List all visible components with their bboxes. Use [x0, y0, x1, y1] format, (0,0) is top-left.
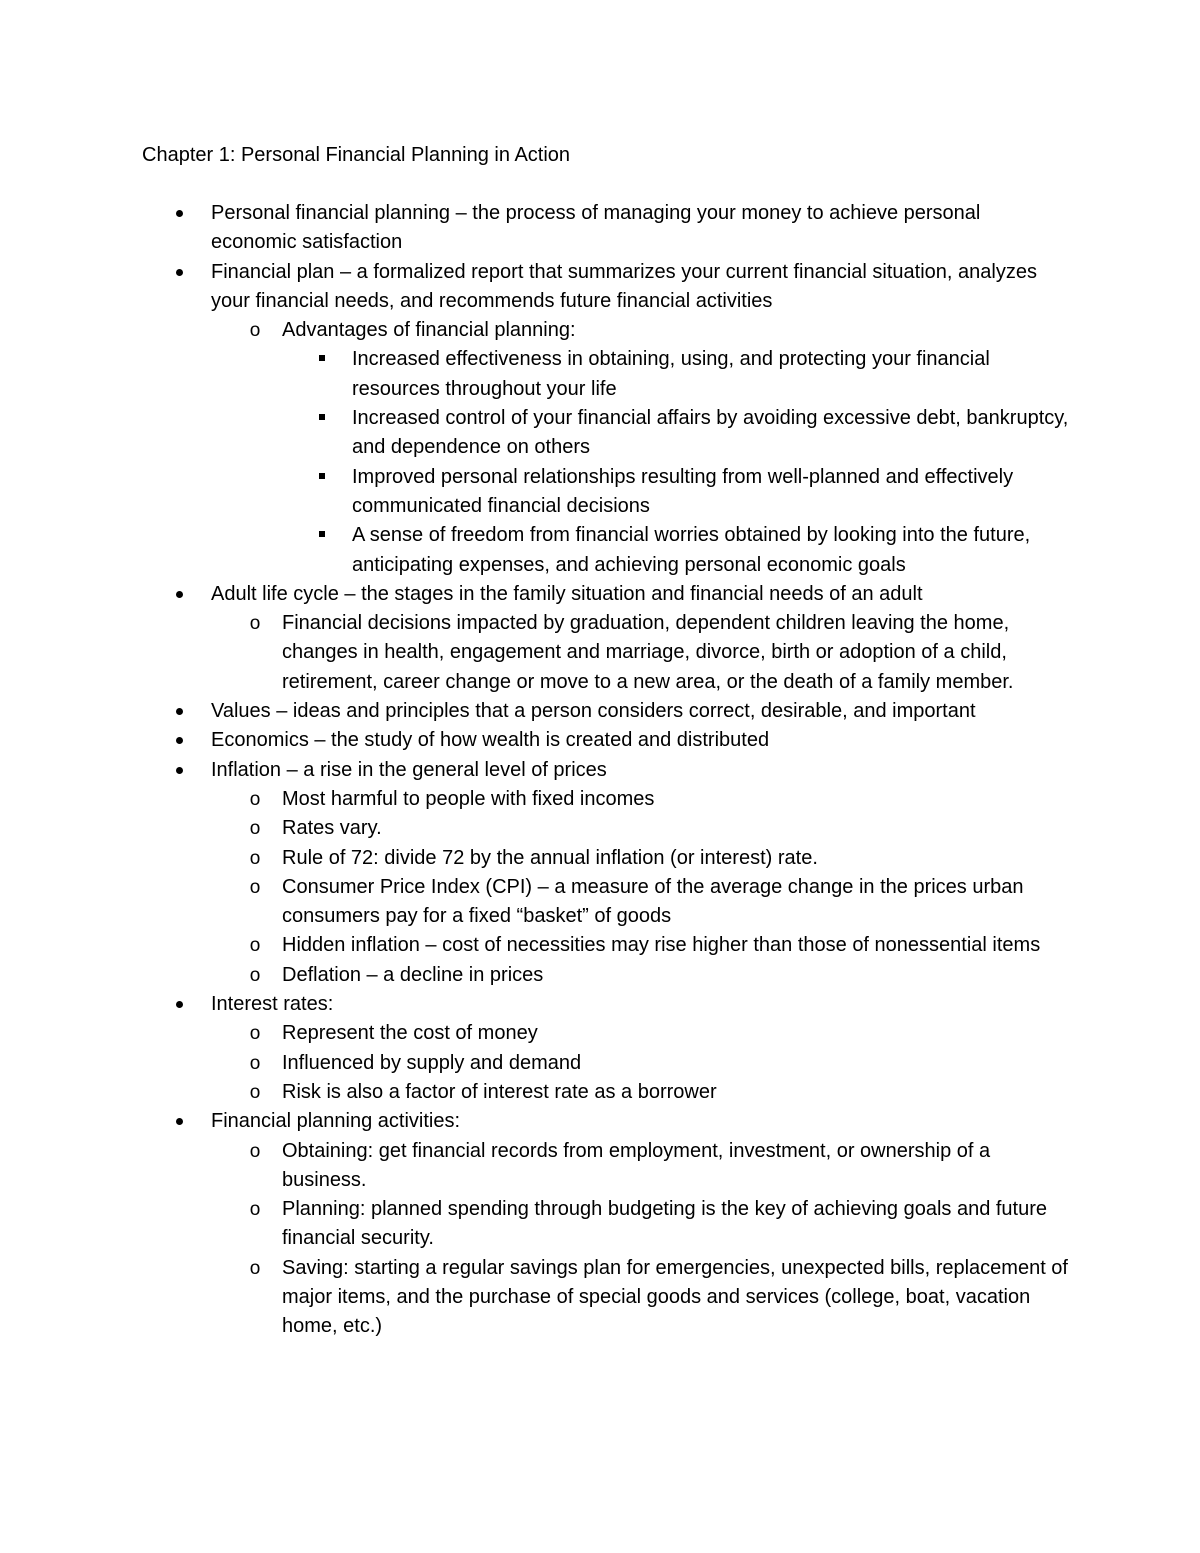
list-item-text: Obtaining: get financial records from employment, investment, or ownership of a business.: [282, 1139, 991, 1191]
list-item-text: Rule of 72: divide 72 by the annual inflation (or interest) rate.: [282, 846, 818, 869]
list-item-text: Saving: starting a regular savings plan for emergencies, unexpected bills, replacement of major items, and the purchase of special goods and services (college, boat, vacation home, etc.): [282, 1256, 1068, 1338]
list-item-text: Personal financial planning – the process of managing your money to achieve personal economic satisfaction: [211, 202, 981, 254]
list-item-text: Rates vary.: [282, 817, 382, 840]
bullet-circle-icon: o: [249, 613, 261, 635]
list-item: [0, 814, 1072, 843]
list-item: [0, 609, 1072, 697]
list-item-text: Economics – the study of how wealth is created and distributed: [211, 729, 770, 752]
list-item: [0, 697, 1071, 726]
bullet-circle-icon: o: [249, 788, 261, 810]
chapter-title: Chapter 1: Personal Financial Planning in Action: [142, 144, 571, 166]
list-item: [0, 580, 1071, 609]
bullet-circle-icon: o: [249, 1023, 261, 1045]
bullet-circle-icon: o: [249, 935, 261, 957]
list-item-text: Risk is also a factor of interest rate as a borrower: [282, 1080, 717, 1103]
list-item-text: Values – ideas and principles that a person considers correct, desirable, and important: [211, 700, 976, 723]
list-item: [0, 1019, 1072, 1048]
list-item: [0, 1049, 1072, 1078]
list-item-text: Inflation – a rise in the general level of prices: [211, 758, 607, 781]
list-item-text: Interest rates:: [211, 993, 334, 1016]
bullet-circle-icon: o: [249, 876, 261, 898]
list-item: [0, 258, 1071, 317]
list-item: [0, 1195, 1072, 1254]
list-item: [0, 199, 1071, 258]
bullet-circle-icon: o: [249, 1052, 261, 1074]
list-item-text: Adult life cycle – the stages in the family situation and financial needs of an adult: [211, 582, 923, 605]
list-item: [0, 404, 1072, 463]
bullet-circle-icon: o: [249, 1140, 261, 1162]
list-item: [0, 726, 1071, 755]
list-item: [0, 345, 1072, 404]
list-item-text: Financial planning activities:: [211, 1110, 461, 1133]
list-item-text: Planning: planned spending through budgeting is the key of achieving goals and future financial security.: [282, 1198, 1048, 1250]
notes-list: [0, 199, 1200, 1342]
bullet-circle-icon: o: [249, 964, 261, 986]
bullet-circle-icon: o: [249, 320, 261, 342]
list-item-text: Hidden inflation – cost of necessities may rise higher than those of nonessential items: [282, 934, 1041, 957]
list-item: [0, 990, 1071, 1019]
list-item: [0, 463, 1072, 522]
bullet-circle-icon: o: [249, 818, 261, 840]
bullet-circle-icon: o: [249, 1257, 261, 1279]
list-item: [0, 1107, 1071, 1136]
bullet-circle-icon: o: [249, 847, 261, 869]
bullet-circle-icon: o: [249, 1199, 261, 1221]
list-item: [0, 1254, 1072, 1342]
list-item-text: Deflation – a decline in prices: [282, 963, 544, 986]
list-item-text: Advantages of financial planning:: [282, 319, 576, 342]
list-item-text: Consumer Price Index (CPI) – a measure of the average change in the prices urban consumers pay for a fixed “basket” of goods: [282, 875, 1024, 928]
list-item: [0, 785, 1072, 814]
list-item: [0, 844, 1072, 873]
list-item-text: Influenced by supply and demand: [282, 1051, 582, 1074]
list-item: [0, 756, 1071, 785]
list-item-text: Increased control of your financial affairs by avoiding excessive debt, bankruptcy, and dependence on others: [352, 407, 1069, 459]
bullet-circle-icon: o: [249, 1081, 261, 1103]
list-item: [0, 1078, 1072, 1107]
list-item-text: Increased effectiveness in obtaining, using, and protecting your financial resources throughout your life: [352, 348, 990, 400]
list-item: [0, 521, 1072, 580]
list-item: [0, 873, 1072, 932]
list-item-text: Most harmful to people with fixed incomes: [282, 787, 655, 810]
list-item-text: A sense of freedom from financial worries obtained by looking into the future, anticipating expenses, and achieving personal economic goals: [352, 524, 1031, 576]
list-item-text: Represent the cost of money: [282, 1022, 538, 1045]
list-item-text: Financial decisions impacted by graduation, dependent children leaving the home, changes in health, engagement and marriage, divorce, birth or adoption of a child, retirement, career change or move to a new area, or the death of a family member.: [282, 612, 1014, 693]
list-item: [0, 316, 1072, 345]
list-item: [0, 1137, 1072, 1196]
list-item: [0, 961, 1072, 990]
list-item-text: Improved personal relationships resulting from well-planned and effectively communicated financial decisions: [352, 465, 1014, 517]
list-item-text: Financial plan – a formalized report that summarizes your current financial situation, analyzes your financial needs, and recommends future financial activities: [211, 260, 1037, 312]
list-item: [0, 931, 1072, 960]
